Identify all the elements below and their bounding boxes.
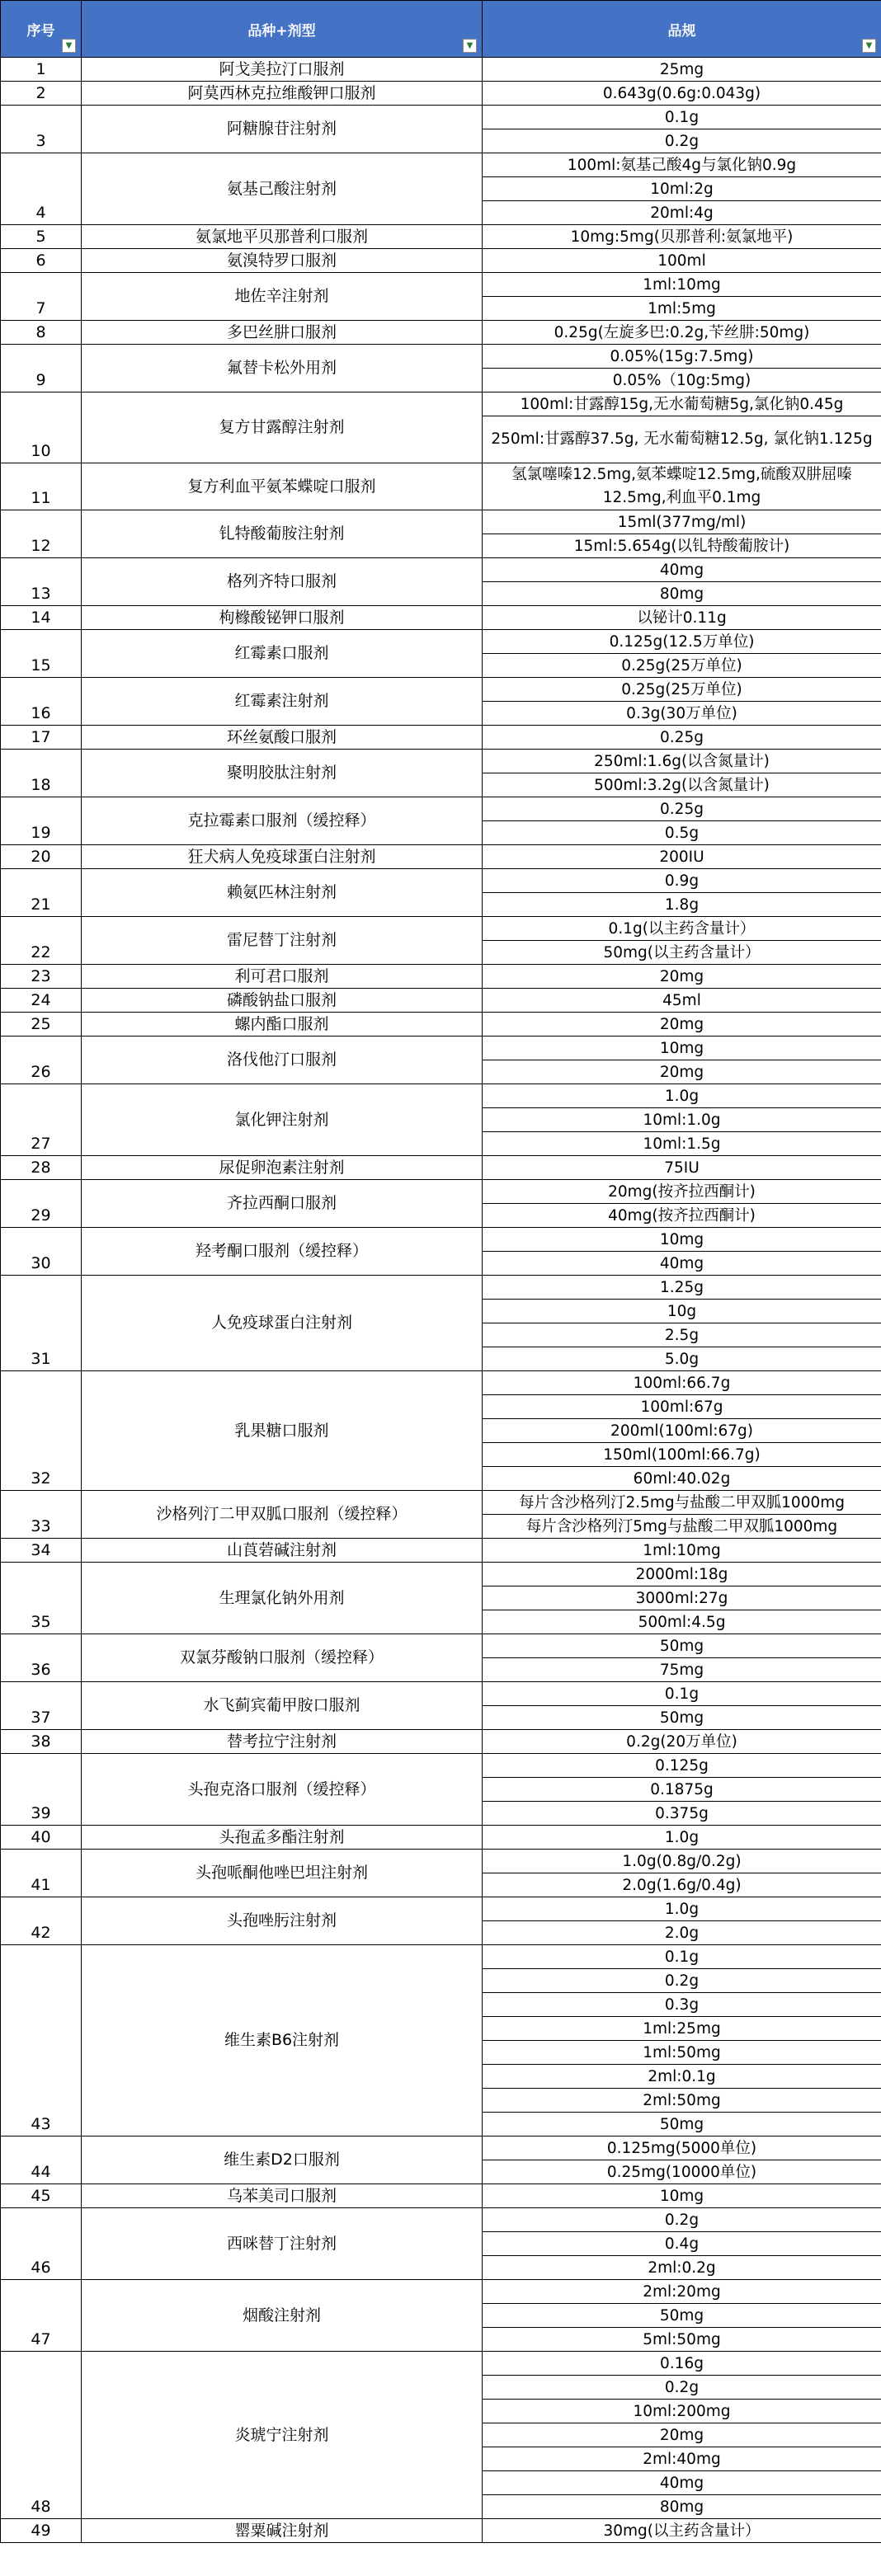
table-row bbox=[1, 510, 881, 534]
spec-cell[interactable]: 500ml:4.5g bbox=[483, 1610, 881, 1634]
table-row bbox=[1, 463, 881, 510]
row-number[interactable]: 14 bbox=[1, 606, 82, 630]
spec-cell[interactable]: 1.25g bbox=[483, 1276, 881, 1300]
spec-cell[interactable]: 0.1g bbox=[483, 1682, 881, 1706]
spec-cell[interactable]: 40mg bbox=[483, 1252, 881, 1276]
spec-cell[interactable]: 15ml(377mg/ml) bbox=[483, 510, 881, 534]
spec-cell[interactable]: 45ml bbox=[483, 989, 881, 1013]
row-number[interactable]: 39 bbox=[1, 1754, 82, 1826]
table-row bbox=[1, 1156, 881, 1180]
spec-cell[interactable]: 200ml(100ml:67g) bbox=[483, 1419, 881, 1443]
spec-cell[interactable]: 2.0g bbox=[483, 1921, 881, 1945]
spec-cell[interactable]: 2ml:0.1g bbox=[483, 2065, 881, 2089]
table-row bbox=[1, 965, 881, 989]
spec-cell[interactable]: 2ml:0.2g bbox=[483, 2256, 881, 2280]
table-row bbox=[1, 249, 881, 273]
row-number[interactable]: 18 bbox=[1, 750, 82, 797]
spec-cell[interactable]: 10mg bbox=[483, 2184, 881, 2208]
spec-cell[interactable]: 50mg bbox=[483, 2304, 881, 2328]
row-number[interactable]: 26 bbox=[1, 1037, 82, 1084]
row-number[interactable]: 30 bbox=[1, 1228, 82, 1276]
row-number[interactable]: 25 bbox=[1, 1013, 82, 1037]
table-row bbox=[1, 1037, 881, 1060]
spec-cell[interactable]: 0.25g(25万单位) bbox=[483, 678, 881, 702]
col-name-header bbox=[82, 1, 483, 58]
spec-cell[interactable]: 1ml:5mg bbox=[483, 297, 881, 321]
col-name-label: 品种+剂型 bbox=[247, 22, 316, 40]
drug-name-cell[interactable]: 头孢哌酮他唑巴坦注射剂 bbox=[82, 1850, 483, 1897]
spec-cell[interactable]: 60ml:40.02g bbox=[483, 1467, 881, 1491]
row-number[interactable]: 40 bbox=[1, 1826, 82, 1850]
table-row bbox=[1, 797, 881, 821]
spec-cell[interactable]: 20mg bbox=[483, 1013, 881, 1037]
row-number[interactable]: 44 bbox=[1, 2136, 82, 2184]
table-row bbox=[1, 606, 881, 630]
spec-cell[interactable]: 1ml:10mg bbox=[483, 1539, 881, 1563]
table-row bbox=[1, 1539, 881, 1563]
spec-cell[interactable]: 0.643g(0.6g:0.043g) bbox=[483, 82, 881, 106]
table-body bbox=[1, 58, 881, 2543]
row-number[interactable]: 6 bbox=[1, 249, 82, 273]
drug-name-cell[interactable]: 阿戈美拉汀口服剂 bbox=[82, 58, 483, 82]
drug-name-cell[interactable]: 西咪替丁注射剂 bbox=[82, 2208, 483, 2280]
col-spec-label: 品规 bbox=[667, 22, 696, 40]
row-number[interactable]: 35 bbox=[1, 1563, 82, 1634]
row-number[interactable]: 46 bbox=[1, 2208, 82, 2280]
row-number[interactable]: 49 bbox=[1, 2519, 82, 2543]
spec-cell[interactable]: 0.125g(12.5万单位) bbox=[483, 630, 881, 654]
spec-cell[interactable]: 2ml:40mg bbox=[483, 2447, 881, 2471]
table-row bbox=[1, 1897, 881, 1921]
table-row bbox=[1, 917, 881, 941]
table-row bbox=[1, 1850, 881, 1873]
spec-cell[interactable]: 20mg bbox=[483, 1060, 881, 1084]
drug-name-cell[interactable]: 氨基己酸注射剂 bbox=[82, 153, 483, 225]
drug-name-cell[interactable]: 头孢孟多酯注射剂 bbox=[82, 1826, 483, 1850]
row-number[interactable]: 32 bbox=[1, 1371, 82, 1491]
row-number[interactable]: 34 bbox=[1, 1539, 82, 1563]
table-row bbox=[1, 1563, 881, 1586]
drug-name-cell[interactable]: 枸橼酸铋钾口服剂 bbox=[82, 606, 483, 630]
spec-cell[interactable]: 0.3g bbox=[483, 1993, 881, 2017]
table-row bbox=[1, 273, 881, 297]
row-number[interactable]: 38 bbox=[1, 1730, 82, 1754]
drug-name-cell[interactable]: 替考拉宁注射剂 bbox=[82, 1730, 483, 1754]
row-number[interactable]: 24 bbox=[1, 989, 82, 1013]
row-number[interactable]: 42 bbox=[1, 1897, 82, 1945]
drug-name-cell[interactable]: 狂犬病人免疫球蛋白注射剂 bbox=[82, 845, 483, 869]
spec-cell[interactable]: 10g bbox=[483, 1300, 881, 1323]
row-number[interactable]: 45 bbox=[1, 2184, 82, 2208]
drug-name-cell[interactable]: 氨氯地平贝那普利口服剂 bbox=[82, 225, 483, 249]
spec-cell[interactable]: 1.0g bbox=[483, 1826, 881, 1850]
table-row bbox=[1, 2184, 881, 2208]
drug-name-cell[interactable]: 炎琥宁注射剂 bbox=[82, 2352, 483, 2519]
spec-cell[interactable]: 80mg bbox=[483, 582, 881, 606]
spec-cell[interactable]: 10mg bbox=[483, 1228, 881, 1252]
spec-cell[interactable]: 5.0g bbox=[483, 1347, 881, 1371]
drug-name-cell[interactable]: 多巴丝肼口服剂 bbox=[82, 321, 483, 345]
spec-cell[interactable]: 20mg bbox=[483, 2423, 881, 2447]
drug-name-cell[interactable]: 钆特酸葡胺注射剂 bbox=[82, 510, 483, 558]
table-row bbox=[1, 678, 881, 702]
table-row bbox=[1, 1730, 881, 1754]
spec-cell[interactable]: 10ml:2g bbox=[483, 177, 881, 201]
row-number[interactable]: 12 bbox=[1, 510, 82, 558]
spec-cell[interactable]: 10mg:5mg(贝那普利:氨氯地平) bbox=[483, 225, 881, 249]
table-row bbox=[1, 1682, 881, 1706]
spec-cell[interactable]: 30mg(以主药含量计） bbox=[483, 2519, 881, 2543]
spec-cell[interactable]: 100ml:66.7g bbox=[483, 1371, 881, 1395]
spec-cell[interactable]: 40mg(按齐拉西酮计) bbox=[483, 1204, 881, 1228]
filter-dropdown-icon[interactable]: ▼ bbox=[463, 39, 477, 53]
table-row bbox=[1, 2519, 881, 2543]
row-number[interactable]: 27 bbox=[1, 1084, 82, 1156]
drug-name-cell[interactable]: 氯化钾注射剂 bbox=[82, 1084, 483, 1156]
drug-name-cell[interactable]: 复方利血平氨苯蝶啶口服剂 bbox=[82, 463, 483, 510]
spec-cell[interactable]: 0.9g bbox=[483, 869, 881, 893]
spec-cell[interactable]: 1ml:25mg bbox=[483, 2017, 881, 2041]
drug-name-cell[interactable]: 格列齐特口服剂 bbox=[82, 558, 483, 606]
drug-name-cell[interactable]: 氟替卡松外用剂 bbox=[82, 345, 483, 393]
table-row bbox=[1, 153, 881, 177]
row-number[interactable]: 15 bbox=[1, 630, 82, 678]
spec-cell[interactable]: 0.2g bbox=[483, 129, 881, 153]
spec-cell[interactable]: 以铋计0.11g bbox=[483, 606, 881, 630]
spec-cell[interactable]: 2.0g(1.6g/0.4g) bbox=[483, 1873, 881, 1897]
drug-name-cell[interactable]: 利可君口服剂 bbox=[82, 965, 483, 989]
spec-cell[interactable]: 2ml:20mg bbox=[483, 2280, 881, 2304]
spec-cell[interactable]: 0.5g bbox=[483, 821, 881, 845]
spec-cell[interactable]: 0.2g bbox=[483, 2376, 881, 2400]
row-number[interactable]: 20 bbox=[1, 845, 82, 869]
row-number[interactable]: 31 bbox=[1, 1276, 82, 1371]
header-row bbox=[1, 1, 881, 58]
drug-name-cell[interactable]: 聚明胶肽注射剂 bbox=[82, 750, 483, 797]
spec-cell[interactable]: 40mg bbox=[483, 2471, 881, 2495]
table-row bbox=[1, 1371, 881, 1395]
drug-name-cell[interactable]: 头孢唑肟注射剂 bbox=[82, 1897, 483, 1945]
table-row bbox=[1, 2280, 881, 2304]
spec-cell[interactable]: 1.8g bbox=[483, 893, 881, 917]
row-number[interactable]: 37 bbox=[1, 1682, 82, 1730]
spec-cell[interactable]: 每片含沙格列汀2.5mg与盐酸二甲双胍1000mg bbox=[483, 1491, 881, 1515]
table-row bbox=[1, 82, 881, 106]
drug-name-cell[interactable]: 头孢克洛口服剂（缓控释） bbox=[82, 1754, 483, 1826]
spec-cell[interactable]: 0.1g bbox=[483, 1945, 881, 1969]
table-row bbox=[1, 1491, 881, 1515]
row-number[interactable]: 47 bbox=[1, 2280, 82, 2352]
row-number[interactable]: 16 bbox=[1, 678, 82, 726]
table-row bbox=[1, 345, 881, 369]
col-id-label: 序号 bbox=[26, 22, 55, 40]
spec-cell[interactable]: 1ml:10mg bbox=[483, 273, 881, 297]
spec-cell[interactable]: 80mg bbox=[483, 2495, 881, 2519]
drug-name-cell[interactable]: 磷酸钠盐口服剂 bbox=[82, 989, 483, 1013]
spec-cell[interactable]: 0.1875g bbox=[483, 1778, 881, 1802]
drug-name-cell[interactable]: 维生素B6注射剂 bbox=[82, 1945, 483, 2136]
spec-cell[interactable]: 0.25mg(10000单位) bbox=[483, 2160, 881, 2184]
table-row bbox=[1, 2352, 881, 2376]
row-number[interactable]: 4 bbox=[1, 153, 82, 225]
spec-cell[interactable]: 40mg bbox=[483, 558, 881, 582]
row-number[interactable]: 13 bbox=[1, 558, 82, 606]
drug-name-cell[interactable]: 螺内酯口服剂 bbox=[82, 1013, 483, 1037]
table-row bbox=[1, 393, 881, 416]
drug-name-cell[interactable]: 羟考酮口服剂（缓控释） bbox=[82, 1228, 483, 1276]
row-number[interactable]: 28 bbox=[1, 1156, 82, 1180]
spec-cell[interactable]: 1.0g bbox=[483, 1084, 881, 1108]
spec-cell[interactable]: 2000ml:18g bbox=[483, 1563, 881, 1586]
spec-cell[interactable]: 0.2g bbox=[483, 2208, 881, 2232]
filter-dropdown-icon[interactable]: ▼ bbox=[862, 39, 876, 53]
table-row bbox=[1, 106, 881, 129]
spec-cell[interactable]: 100ml:67g bbox=[483, 1395, 881, 1419]
spec-cell[interactable]: 0.16g bbox=[483, 2352, 881, 2376]
spec-cell[interactable]: 200IU bbox=[483, 845, 881, 869]
spec-cell[interactable]: 15ml:5.654g(以钆特酸葡胺计) bbox=[483, 534, 881, 558]
table-row bbox=[1, 726, 881, 750]
row-number[interactable]: 3 bbox=[1, 106, 82, 153]
spec-cell[interactable]: 0.05%(15g:7.5mg) bbox=[483, 345, 881, 369]
row-number[interactable]: 33 bbox=[1, 1491, 82, 1539]
drug-name-cell[interactable]: 洛伐他汀口服剂 bbox=[82, 1037, 483, 1084]
spec-cell[interactable]: 3000ml:27g bbox=[483, 1586, 881, 1610]
spec-cell[interactable]: 50mg bbox=[483, 1634, 881, 1658]
drug-name-cell[interactable]: 山莨菪碱注射剂 bbox=[82, 1539, 483, 1563]
spec-cell[interactable]: 250ml:甘露醇37.5g, 无水葡萄糖12.5g, 氯化钠1.125g bbox=[483, 416, 881, 463]
table-row bbox=[1, 558, 881, 582]
spec-cell[interactable]: 1.0g(0.8g/0.2g) bbox=[483, 1850, 881, 1873]
drug-name-cell[interactable]: 齐拉西酮口服剂 bbox=[82, 1180, 483, 1228]
spec-cell[interactable]: 20mg bbox=[483, 965, 881, 989]
spec-cell[interactable]: 100ml:氨基己酸4g与氯化钠0.9g bbox=[483, 153, 881, 177]
drug-name-cell[interactable]: 氨溴特罗口服剂 bbox=[82, 249, 483, 273]
spec-cell[interactable]: 1.0g bbox=[483, 1897, 881, 1921]
row-number[interactable]: 11 bbox=[1, 463, 82, 510]
spec-cell[interactable]: 每片含沙格列汀5mg与盐酸二甲双胍1000mg bbox=[483, 1515, 881, 1539]
table-row bbox=[1, 1276, 881, 1300]
spec-cell[interactable]: 0.125g bbox=[483, 1754, 881, 1778]
spec-cell[interactable]: 0.3g(30万单位) bbox=[483, 702, 881, 726]
row-number[interactable]: 9 bbox=[1, 345, 82, 393]
table-row bbox=[1, 1634, 881, 1658]
col-id-header bbox=[1, 1, 82, 58]
drug-name-cell[interactable]: 双氯芬酸钠口服剂（缓控释） bbox=[82, 1634, 483, 1682]
drug-name-cell[interactable]: 沙格列汀二甲双胍口服剂（缓控释） bbox=[82, 1491, 483, 1539]
drug-name-cell[interactable]: 赖氨匹林注射剂 bbox=[82, 869, 483, 917]
drug-name-cell[interactable]: 红霉素口服剂 bbox=[82, 630, 483, 678]
spec-cell[interactable]: 0.2g bbox=[483, 1969, 881, 1993]
spec-cell[interactable]: 100ml:甘露醇15g,无水葡萄糖5g,氯化钠0.45g bbox=[483, 393, 881, 416]
spec-cell[interactable]: 20mg(按齐拉西酮计) bbox=[483, 1180, 881, 1204]
drug-name-cell[interactable]: 水飞蓟宾葡甲胺口服剂 bbox=[82, 1682, 483, 1730]
table-row bbox=[1, 1754, 881, 1778]
drug-name-cell[interactable]: 红霉素注射剂 bbox=[82, 678, 483, 726]
table-row bbox=[1, 1180, 881, 1204]
row-number[interactable]: 22 bbox=[1, 917, 82, 965]
filter-dropdown-icon[interactable]: ▼ bbox=[62, 39, 76, 53]
drug-name-cell[interactable]: 环丝氨酸口服剂 bbox=[82, 726, 483, 750]
spec-cell[interactable]: 0.4g bbox=[483, 2232, 881, 2256]
drug-name-cell[interactable]: 克拉霉素口服剂（缓控释） bbox=[82, 797, 483, 845]
spec-cell[interactable]: 5ml:50mg bbox=[483, 2328, 881, 2352]
spec-cell[interactable]: 10mg bbox=[483, 1037, 881, 1060]
spec-cell[interactable]: 75mg bbox=[483, 1658, 881, 1682]
drug-name-cell[interactable]: 乌苯美司口服剂 bbox=[82, 2184, 483, 2208]
row-number[interactable]: 7 bbox=[1, 273, 82, 321]
row-number[interactable]: 29 bbox=[1, 1180, 82, 1228]
spec-cell[interactable]: 10ml:1.5g bbox=[483, 1132, 881, 1156]
drug-name-cell[interactable]: 地佐辛注射剂 bbox=[82, 273, 483, 321]
table-row bbox=[1, 1013, 881, 1037]
row-number[interactable]: 36 bbox=[1, 1634, 82, 1682]
spec-cell[interactable]: 0.125mg(5000单位) bbox=[483, 2136, 881, 2160]
spec-cell[interactable]: 0.375g bbox=[483, 1802, 881, 1826]
drug-name-cell[interactable]: 复方甘露醇注射剂 bbox=[82, 393, 483, 463]
drug-name-cell[interactable]: 生理氯化钠外用剂 bbox=[82, 1563, 483, 1634]
table-row bbox=[1, 1228, 881, 1252]
drug-name-cell[interactable]: 人免疫球蛋白注射剂 bbox=[82, 1276, 483, 1371]
spec-cell[interactable]: 150ml(100ml:66.7g) bbox=[483, 1443, 881, 1467]
drug-name-cell[interactable]: 烟酸注射剂 bbox=[82, 2280, 483, 2352]
row-number[interactable]: 5 bbox=[1, 225, 82, 249]
row-number[interactable]: 41 bbox=[1, 1850, 82, 1897]
spec-cell[interactable]: 2ml:50mg bbox=[483, 2089, 881, 2113]
drug-name-cell[interactable]: 维生素D2口服剂 bbox=[82, 2136, 483, 2184]
spec-cell[interactable]: 10ml:200mg bbox=[483, 2400, 881, 2423]
table-row bbox=[1, 2136, 881, 2160]
row-number[interactable]: 10 bbox=[1, 393, 82, 463]
table-row bbox=[1, 989, 881, 1013]
spec-cell[interactable]: 250ml:1.6g(以含氮量计) bbox=[483, 750, 881, 773]
drug-name-cell[interactable]: 阿莫西林克拉维酸钾口服剂 bbox=[82, 82, 483, 106]
spec-cell[interactable]: 0.2g(20万单位) bbox=[483, 1730, 881, 1754]
row-number[interactable]: 2 bbox=[1, 82, 82, 106]
spec-cell[interactable]: 20ml:4g bbox=[483, 201, 881, 225]
drug-name-cell[interactable]: 乳果糖口服剂 bbox=[82, 1371, 483, 1491]
spec-cell[interactable]: 50mg bbox=[483, 1706, 881, 1730]
row-number[interactable]: 1 bbox=[1, 58, 82, 82]
spec-cell[interactable]: 0.05%（10g:5mg) bbox=[483, 369, 881, 393]
spec-cell[interactable]: 2.5g bbox=[483, 1323, 881, 1347]
table-row bbox=[1, 225, 881, 249]
row-number[interactable]: 23 bbox=[1, 965, 82, 989]
drug-name-cell[interactable]: 阿糖腺苷注射剂 bbox=[82, 106, 483, 153]
table-row bbox=[1, 869, 881, 893]
table-row bbox=[1, 1945, 881, 1969]
drug-name-cell[interactable]: 罂粟碱注射剂 bbox=[82, 2519, 483, 2543]
row-number[interactable]: 43 bbox=[1, 1945, 82, 2136]
spec-cell[interactable]: 氢氯噻嗪12.5mg,氨苯蝶啶12.5mg,硫酸双肼屈嗪12.5mg,利血平0.1mg bbox=[483, 463, 881, 510]
spec-cell[interactable]: 1ml:50mg bbox=[483, 2041, 881, 2065]
spec-cell[interactable]: 0.25g bbox=[483, 797, 881, 821]
row-number[interactable]: 17 bbox=[1, 726, 82, 750]
spec-cell[interactable]: 0.1g bbox=[483, 106, 881, 129]
table-row bbox=[1, 2208, 881, 2232]
spec-cell[interactable]: 100ml bbox=[483, 249, 881, 273]
drug-name-cell[interactable]: 尿促卵泡素注射剂 bbox=[82, 1156, 483, 1180]
spec-cell[interactable]: 0.25g(25万单位) bbox=[483, 654, 881, 678]
row-number[interactable]: 19 bbox=[1, 797, 82, 845]
table-row bbox=[1, 1084, 881, 1108]
table-row bbox=[1, 630, 881, 654]
row-number[interactable]: 21 bbox=[1, 869, 82, 917]
spec-cell[interactable]: 0.25g(左旋多巴:0.2g,苄丝肼:50mg) bbox=[483, 321, 881, 345]
table-row bbox=[1, 58, 881, 82]
spec-cell[interactable]: 50mg bbox=[483, 2113, 881, 2136]
spec-cell[interactable]: 0.25g bbox=[483, 726, 881, 750]
row-number[interactable]: 8 bbox=[1, 321, 82, 345]
spec-cell[interactable]: 500ml:3.2g(以含氮量计) bbox=[483, 773, 881, 797]
table-row bbox=[1, 845, 881, 869]
spec-cell[interactable]: 25mg bbox=[483, 58, 881, 82]
col-spec-header bbox=[483, 1, 881, 58]
spec-cell[interactable]: 10ml:1.0g bbox=[483, 1108, 881, 1132]
table-row bbox=[1, 1826, 881, 1850]
table-row bbox=[1, 321, 881, 345]
spec-cell[interactable]: 0.1g(以主药含量计） bbox=[483, 917, 881, 941]
spec-cell[interactable]: 75IU bbox=[483, 1156, 881, 1180]
row-number[interactable]: 48 bbox=[1, 2352, 82, 2519]
spec-cell[interactable]: 50mg(以主药含量计） bbox=[483, 941, 881, 965]
table-row bbox=[1, 750, 881, 773]
drug-name-cell[interactable]: 雷尼替丁注射剂 bbox=[82, 917, 483, 965]
